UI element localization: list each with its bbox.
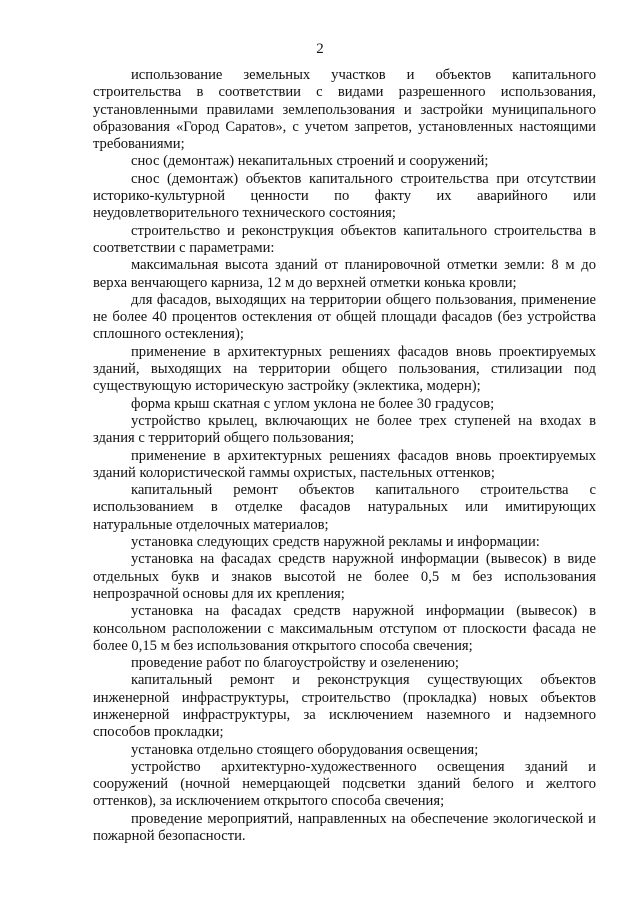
paragraph: устройство архитектурно-художественного освещения зданий и сооружений (ночной немерцающей подсветки зданий белого и желтого оттенков), за исключением открытого способа свечения; (93, 758, 596, 810)
paragraph: снос (демонтаж) некапитальных строений и сооружений; (131, 153, 489, 170)
paragraph: применение в архитектурных решениях фасадов вновь проектируемых зданий, выходящих на территории общего пользования, стилизации под существующую историческую застройку (эклектика, модерн); (93, 343, 596, 395)
document-body (93, 67, 596, 845)
paragraph: строительство и реконструкция объектов капитального строительства в соответствии с параметрами: (93, 222, 596, 256)
paragraph: использование земельных участков и объектов капитального строительства в соответствии с видами разрешенного использования, установленными правилами землепользования и застройки муниципального образования «Город Саратов», с учетом запретов, установленных настоящими требованиями; (93, 67, 596, 153)
paragraph: установка на фасадах средств наружной информации (вывесок) в виде отдельных букв и знаков высотой не более 0,5 м без использования непрозрачной основы для их крепления; (93, 551, 596, 602)
paragraph: установка на фасадах средств наружной информации (вывесок) в консольном расположении с максимальным отступом от плоскости фасада не более 0,15 м без использования открытого способа свечения; (93, 603, 596, 654)
paragraph: капитальный ремонт объектов капитального строительства с использованием в отделке фасадов натуральных или имитирующих натуральные отделочных материалов; (93, 482, 596, 533)
paragraph: капитальный ремонт и реконструкция существующих объектов инженерной инфраструктуры, строительство (прокладка) новых объектов инженерной инфраструктуры, за исключением наземного и надземного способов прокладки; (93, 672, 596, 741)
paragraph: установка следующих средств наружной рекламы и информации: (131, 534, 540, 551)
page-number: 2 (316, 41, 324, 57)
paragraph: проведение мероприятий, направленных на обеспечение экологической и пожарной безопасности. (93, 810, 596, 845)
paragraph: применение в архитектурных решениях фасадов вновь проектируемых зданий колористической гаммы охристых, пастельных оттенков; (93, 447, 596, 481)
paragraph: установка отдельно стоящего оборудования освещения; (131, 741, 479, 758)
paragraph: устройство крылец, включающих не более трех ступеней на входах в здания с территорий общего пользования; (93, 412, 596, 447)
paragraph: для фасадов, выходящих на территории общего пользования, применение не более 40 процентов остекления от общей площади фасадов (без устройства сплошного остекления); (93, 291, 596, 343)
paragraph: проведение работ по благоустройству и озеленению; (131, 655, 459, 672)
paragraph: максимальная высота зданий от планировочной отметки земли: 8 м до верха венчающего карниза, 12 м до верхней отметки конька кровли; (93, 257, 596, 291)
paragraph: снос (демонтаж) объектов капитального строительства при отсутствии историко-культурной ценности по факту их аварийного или неудовлетворительного технического состояния; (93, 170, 596, 222)
paragraph: форма крыш скатная с углом уклона не более 30 градусов; (131, 395, 495, 412)
